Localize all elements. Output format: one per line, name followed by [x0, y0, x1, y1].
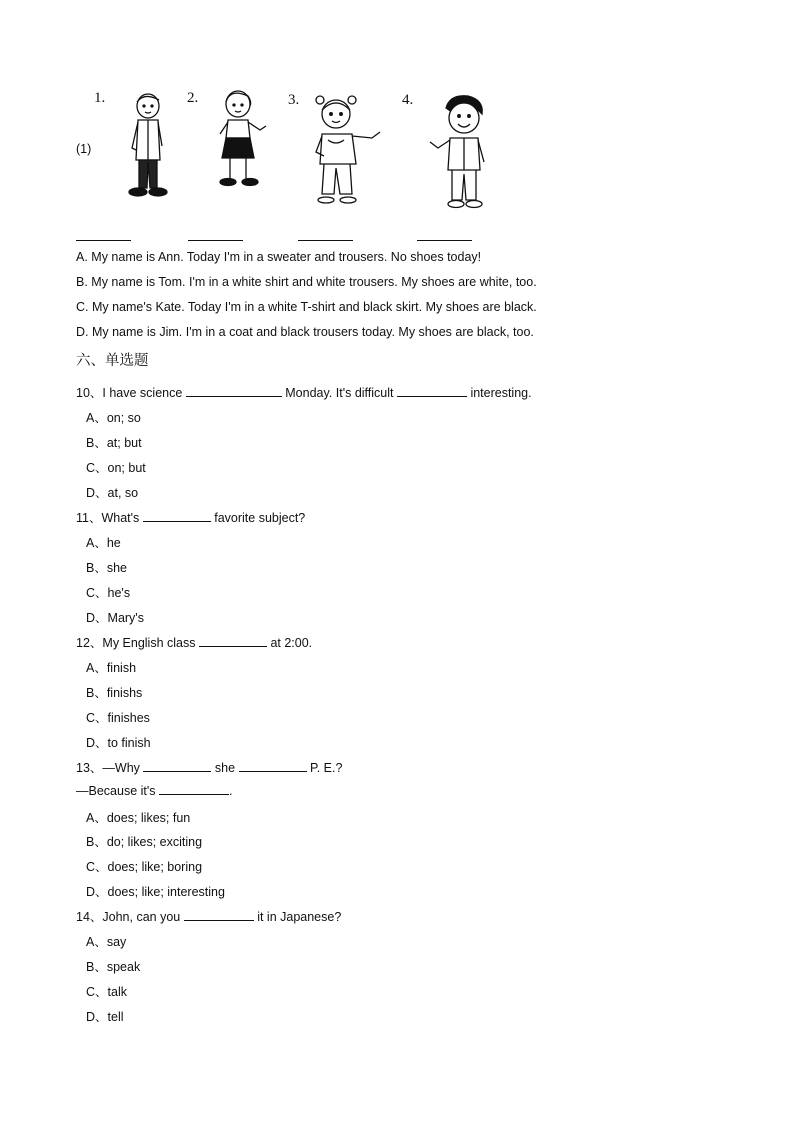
- question-12-option-a[interactable]: A、finish: [86, 661, 137, 675]
- question-10-text-1: 10、I have science: [76, 386, 186, 400]
- question-13-text-1: 13、—Why: [76, 761, 144, 775]
- question-10-text-2: Monday. It's difficult: [281, 386, 397, 400]
- question-14-text-1: 14、John, can you: [76, 910, 184, 924]
- figure-number-3: 3.: [288, 92, 300, 108]
- question-12-option-b[interactable]: B、finishs: [86, 686, 143, 700]
- question-11-blank-1[interactable]: [143, 510, 211, 522]
- question-13-option-a[interactable]: A、does; likes; fun: [86, 811, 191, 825]
- question-13-blank-3[interactable]: [159, 783, 229, 795]
- question-10-option-c[interactable]: C、on; but: [86, 461, 146, 475]
- question-13-line-2-text-1: —Because it's: [76, 784, 159, 798]
- question-14-option-d[interactable]: D、tell: [86, 1010, 124, 1024]
- question-13-option-c[interactable]: C、does; like; boring: [86, 860, 203, 874]
- section-title: 六、单选题: [76, 353, 149, 369]
- question-13-line-2: [76, 783, 232, 798]
- question-11-option-b[interactable]: B、she: [86, 561, 127, 575]
- answer-blank-4[interactable]: [417, 240, 472, 241]
- question-13-blank-2[interactable]: [239, 760, 307, 772]
- question-12-blank-1[interactable]: [199, 635, 267, 647]
- description-d: D. My name is Jim. I'm in a coat and black trousers today. My shoes are black, too.: [76, 325, 534, 339]
- question-14-option-b[interactable]: B、speak: [86, 960, 141, 974]
- question-11-option-a[interactable]: A、he: [86, 536, 121, 550]
- question-12-option-d[interactable]: D、to finish: [86, 736, 151, 750]
- description-a: A. My name is Ann. Today I'm in a sweater and trousers. No shoes today!: [76, 250, 482, 264]
- question-13-text-2: she: [211, 761, 239, 775]
- question-12: [76, 633, 312, 651]
- answer-blank-2[interactable]: [188, 240, 243, 241]
- question-label: (1): [76, 142, 92, 156]
- question-11-text-1: 11、What's: [76, 511, 143, 525]
- question-12-text-1: 12、My English class: [76, 636, 199, 650]
- question-10-blank-2[interactable]: [397, 385, 467, 397]
- question-14-option-c[interactable]: C、talk: [86, 985, 127, 999]
- question-10-blank-1[interactable]: [186, 385, 282, 397]
- description-b: B. My name is Tom. I'm in a white shirt and white trousers. My shoes are white, too.: [76, 275, 537, 289]
- figure-girl-sweater: [310, 90, 388, 210]
- question-13: [76, 758, 342, 776]
- figure-number-4: 4.: [402, 92, 414, 108]
- question-10: [76, 383, 532, 401]
- figure-girl-skirt: [208, 88, 274, 190]
- question-14-text-2: it in Japanese?: [253, 910, 342, 924]
- question-14-blank-1[interactable]: [184, 909, 254, 921]
- question-13-option-b[interactable]: B、do; likes; exciting: [86, 835, 203, 849]
- question-10-option-b[interactable]: B、at; but: [86, 436, 142, 450]
- question-13-text-3: P. E.?: [306, 761, 343, 775]
- description-c: C. My name's Kate. Today I'm in a white T-shirt and black skirt. My shoes are black.: [76, 300, 537, 314]
- question-11: [76, 508, 305, 526]
- question-13-blank-1[interactable]: [143, 760, 211, 772]
- answer-blank-3[interactable]: [298, 240, 353, 241]
- question-14-option-a[interactable]: A、say: [86, 935, 127, 949]
- question-11-option-d[interactable]: D、Mary's: [86, 611, 144, 625]
- figure-boy-coat: [114, 90, 174, 202]
- question-13-line-2-text-2: .: [228, 784, 233, 798]
- question-12-option-c[interactable]: C、finishes: [86, 711, 150, 725]
- question-10-option-a[interactable]: A、on; so: [86, 411, 141, 425]
- question-10-text-3: interesting.: [466, 386, 532, 400]
- question-10-option-d[interactable]: D、at, so: [86, 486, 139, 500]
- answer-blank-1[interactable]: [76, 240, 131, 241]
- question-12-text-2: at 2:00.: [266, 636, 313, 650]
- figure-number-2: 2.: [187, 90, 199, 106]
- figure-boy-white: [424, 92, 496, 214]
- question-14: [76, 907, 341, 925]
- question-11-option-c[interactable]: C、he's: [86, 586, 131, 600]
- figure-number-1: 1.: [94, 90, 106, 106]
- question-11-text-2: favorite subject?: [210, 511, 306, 525]
- question-13-option-d[interactable]: D、does; like; interesting: [86, 885, 225, 899]
